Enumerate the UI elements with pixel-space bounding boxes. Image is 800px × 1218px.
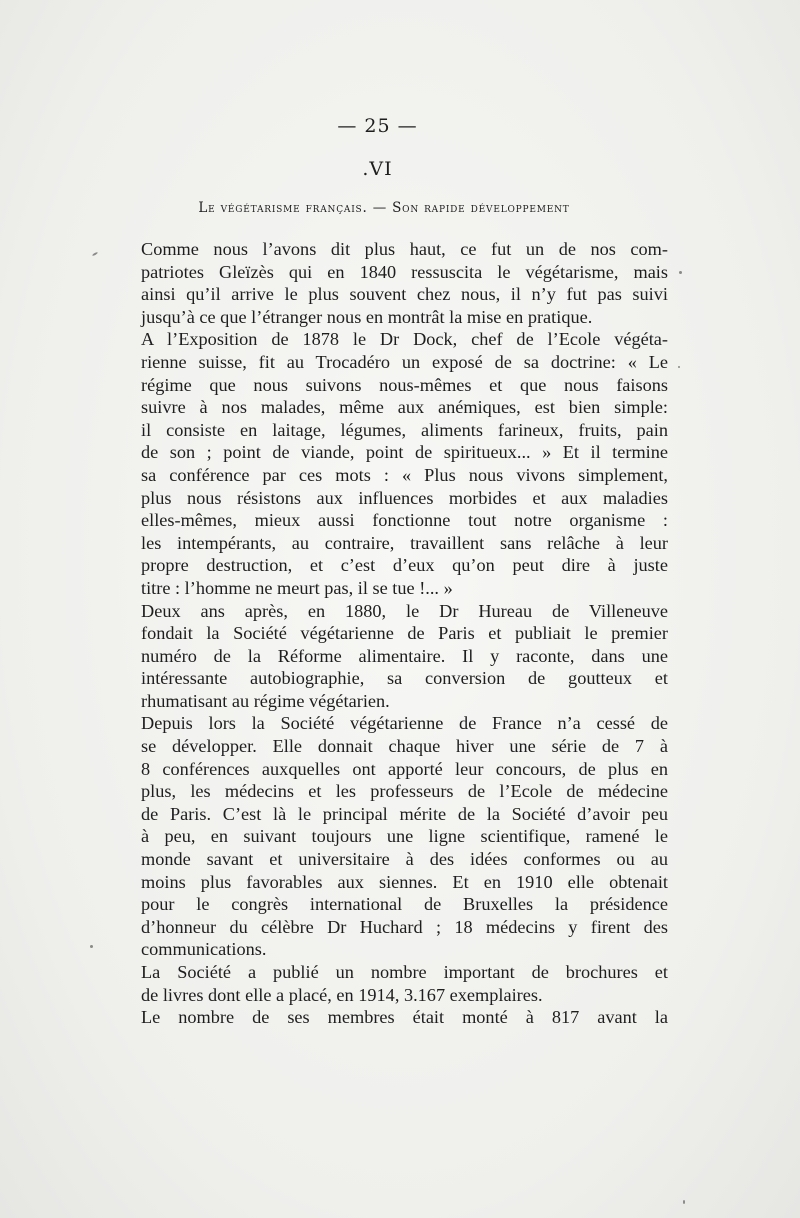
text-line: à peu, en suivant toujours une ligne scientifique, ramené le xyxy=(141,826,668,847)
text-line: de son ; point de viande, point de spiritueux... » Et il termine xyxy=(141,442,668,463)
text-line: titre : l’homme ne meurt pas, il se tue !... » xyxy=(141,577,453,598)
text-line: suivre à nos malades, même aux anémiques, est bien simple: xyxy=(141,397,668,418)
paragraph-4 xyxy=(115,712,668,961)
text-line: de livres dont elle a placé, en 1914, 3.167 exemplaires. xyxy=(141,984,543,1005)
paragraph-6 xyxy=(115,1006,668,1029)
page-number: — 25 — xyxy=(337,115,418,137)
text-line: ainsi qu’il arrive le plus souvent chez nous, il n’y fut pas suivi xyxy=(141,284,668,305)
text-line: moins plus favorables aux siennes. Et en 1910 elle obtenait xyxy=(141,871,668,892)
text-line: plus, les médecins et les professeurs de l’Ecole de médecine xyxy=(141,781,668,802)
text-line: monde savant et universitaire à des idées conformes ou au xyxy=(141,849,668,870)
text-line: se développer. Elle donnait chaque hiver une série de 7 à xyxy=(141,736,668,757)
paragraph-2 xyxy=(115,328,668,599)
text-line: Le nombre de ses membres était monté à 817 avant la xyxy=(141,1007,668,1028)
text-line: 8 conférences auxquelles ont apporté leur concours, de plus en xyxy=(141,758,668,779)
text-line: patriotes Gleïzès qui en 1840 ressuscita le végétarisme, mais xyxy=(141,261,668,282)
text-line: d’honneur du célèbre Dr Huchard ; 18 médecins y firent des xyxy=(141,916,668,937)
text-line: jusqu’à ce que l’étranger nous en montrât la mise en pratique. xyxy=(141,306,593,327)
text-line: plus nous résistons aux influences morbides et aux maladies xyxy=(141,487,668,508)
text-line: Deux ans après, en 1880, le Dr Hureau de Villeneuve xyxy=(141,600,668,621)
text-line: de Paris. C’est là le principal mérite de la Société d’avoir peu xyxy=(141,803,668,824)
text-line: numéro de la Réforme alimentaire. Il y raconte, dans une xyxy=(141,645,668,666)
text-line: propre destruction, et c’est d’eux qu’on peut dire à juste xyxy=(141,555,668,576)
text-line: les intempérants, au contraire, travaillent sans relâche à leur xyxy=(141,532,668,553)
scan-speck xyxy=(683,1200,685,1204)
text-line: A l’Exposition de 1878 le Dr Dock, chef de l’Ecole végéta- xyxy=(141,329,668,350)
text-line: rienne suisse, fit au Trocadéro un exposé de sa doctrine: « Le xyxy=(141,351,668,372)
text-line: Comme nous l’avons dit plus haut, ce fut un de nos com- xyxy=(141,239,668,259)
chapter-title: Le végétarisme français. — Son rapide développement xyxy=(198,200,570,216)
paragraph-1 xyxy=(115,238,668,328)
text-line: fondait la Société végétarienne de Paris et publiait le premier xyxy=(141,623,668,644)
text-line: régime que nous suivons nous-mêmes et que nous faisons xyxy=(141,374,668,395)
text-line: sa conférence par ces mots : « Plus nous vivons simplement, xyxy=(141,464,668,485)
text-line: il consiste en laitage, légumes, aliments farineux, fruits, pain xyxy=(141,419,668,440)
scan-speck xyxy=(90,945,93,948)
chapter-number: .VI xyxy=(362,158,393,180)
text-line: communications. xyxy=(141,939,267,960)
scan-speck xyxy=(92,252,98,257)
text-line: Depuis lors la Société végétarienne de France n’a cessé de xyxy=(141,713,668,734)
text-line: elles-mêmes, mieux aussi fonctionne tout notre organisme : xyxy=(141,510,668,531)
text-line: La Société a publié un nombre important de brochures et xyxy=(141,962,668,982)
scan-speck xyxy=(678,366,680,368)
paragraph-5 xyxy=(115,961,668,1006)
scan-speck xyxy=(679,271,682,274)
text-line: pour le congrès international de Bruxelles la présidence xyxy=(141,894,668,915)
body-text xyxy=(115,238,668,1029)
text-line: intéressante autobiographie, sa conversion de goutteux et xyxy=(141,668,668,689)
text-line: rhumatisant au régime végétarien. xyxy=(141,690,390,711)
paragraph-3 xyxy=(115,600,668,713)
